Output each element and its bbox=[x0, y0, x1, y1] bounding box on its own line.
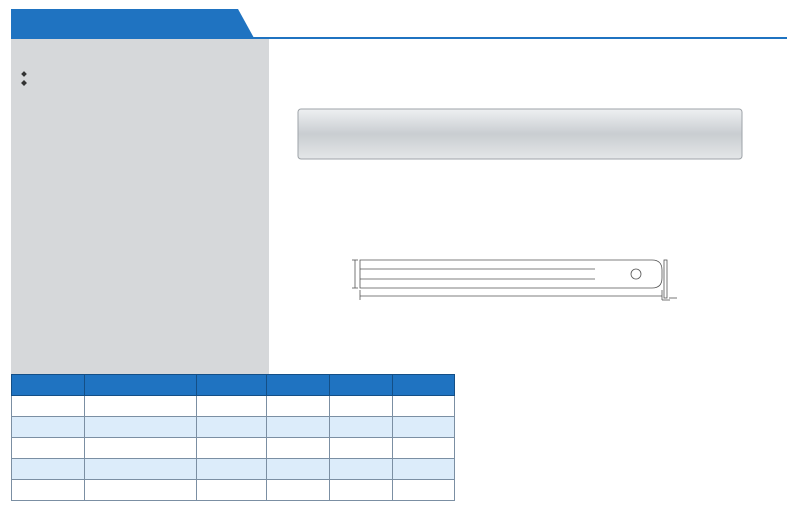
cell-code bbox=[12, 417, 85, 438]
table-row bbox=[12, 396, 455, 417]
cell-range bbox=[85, 417, 197, 438]
column-header-w bbox=[393, 375, 455, 396]
dimension-drawing bbox=[340, 250, 690, 312]
cell-w bbox=[393, 438, 455, 459]
cell-accuracy bbox=[197, 459, 267, 480]
cell-l bbox=[330, 438, 393, 459]
feature-panel bbox=[11, 39, 269, 374]
cell-code bbox=[12, 396, 85, 417]
cell-w bbox=[393, 417, 455, 438]
cell-range bbox=[85, 459, 197, 480]
cell-range bbox=[85, 438, 197, 459]
column-header-l bbox=[330, 375, 393, 396]
cell-w bbox=[393, 480, 455, 501]
cell-accuracy bbox=[197, 480, 267, 501]
cell-t bbox=[267, 396, 330, 417]
cell-range bbox=[85, 480, 197, 501]
cell-code bbox=[12, 480, 85, 501]
cell-t bbox=[267, 438, 330, 459]
cell-l bbox=[330, 459, 393, 480]
cell-w bbox=[393, 459, 455, 480]
table-header-row bbox=[12, 375, 455, 396]
table-row bbox=[12, 438, 455, 459]
table-row bbox=[12, 417, 455, 438]
cell-accuracy bbox=[197, 396, 267, 417]
steel-rule-image bbox=[297, 108, 743, 160]
cell-l bbox=[330, 480, 393, 501]
table-row bbox=[12, 480, 455, 501]
cell-t bbox=[267, 417, 330, 438]
cell-l bbox=[330, 396, 393, 417]
cell-range bbox=[85, 396, 197, 417]
cell-accuracy bbox=[197, 417, 267, 438]
cell-t bbox=[267, 480, 330, 501]
column-header-code bbox=[12, 375, 85, 396]
column-header-range bbox=[85, 375, 197, 396]
cell-l bbox=[330, 417, 393, 438]
column-header-t bbox=[267, 375, 330, 396]
cell-t bbox=[267, 459, 330, 480]
specification-table bbox=[11, 374, 455, 501]
cell-code bbox=[12, 459, 85, 480]
cell-w bbox=[393, 396, 455, 417]
column-header-accuracy bbox=[197, 375, 267, 396]
series-tab bbox=[11, 9, 254, 38]
cell-code bbox=[12, 438, 85, 459]
cell-accuracy bbox=[197, 438, 267, 459]
feature-list bbox=[22, 68, 35, 77]
table-row bbox=[12, 459, 455, 480]
